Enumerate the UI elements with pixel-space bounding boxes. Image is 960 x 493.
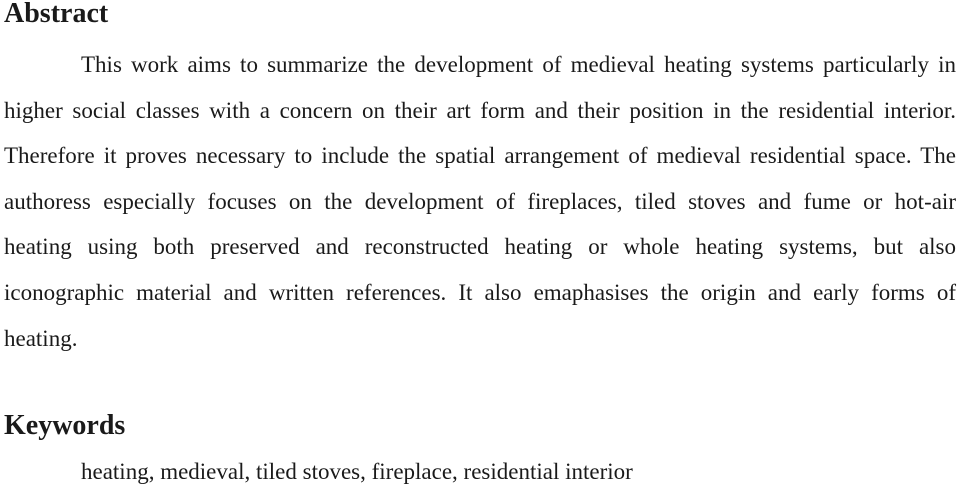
keywords-heading: Keywords [4, 410, 126, 441]
abstract-body: This work aims to summarize the development of medieval heating systems particularly in higher social classes with a concern on their art form and their position in the residential interior. Therefore it proves necessary to include the spatial arrangement of medieval residential space. The authoress especially focuses on the development of fireplaces, tiled stoves and fume or hot-air heating using both preserved and reconstructed heating or whole heating systems, but also iconographic material and written references. It also emaphasises the origin and early forms of heating. [4, 52, 956, 351]
abstract-heading: Abstract [4, 0, 109, 29]
keywords-list: heating, medieval, tiled stoves, fireplace, residential interior [81, 459, 633, 484]
